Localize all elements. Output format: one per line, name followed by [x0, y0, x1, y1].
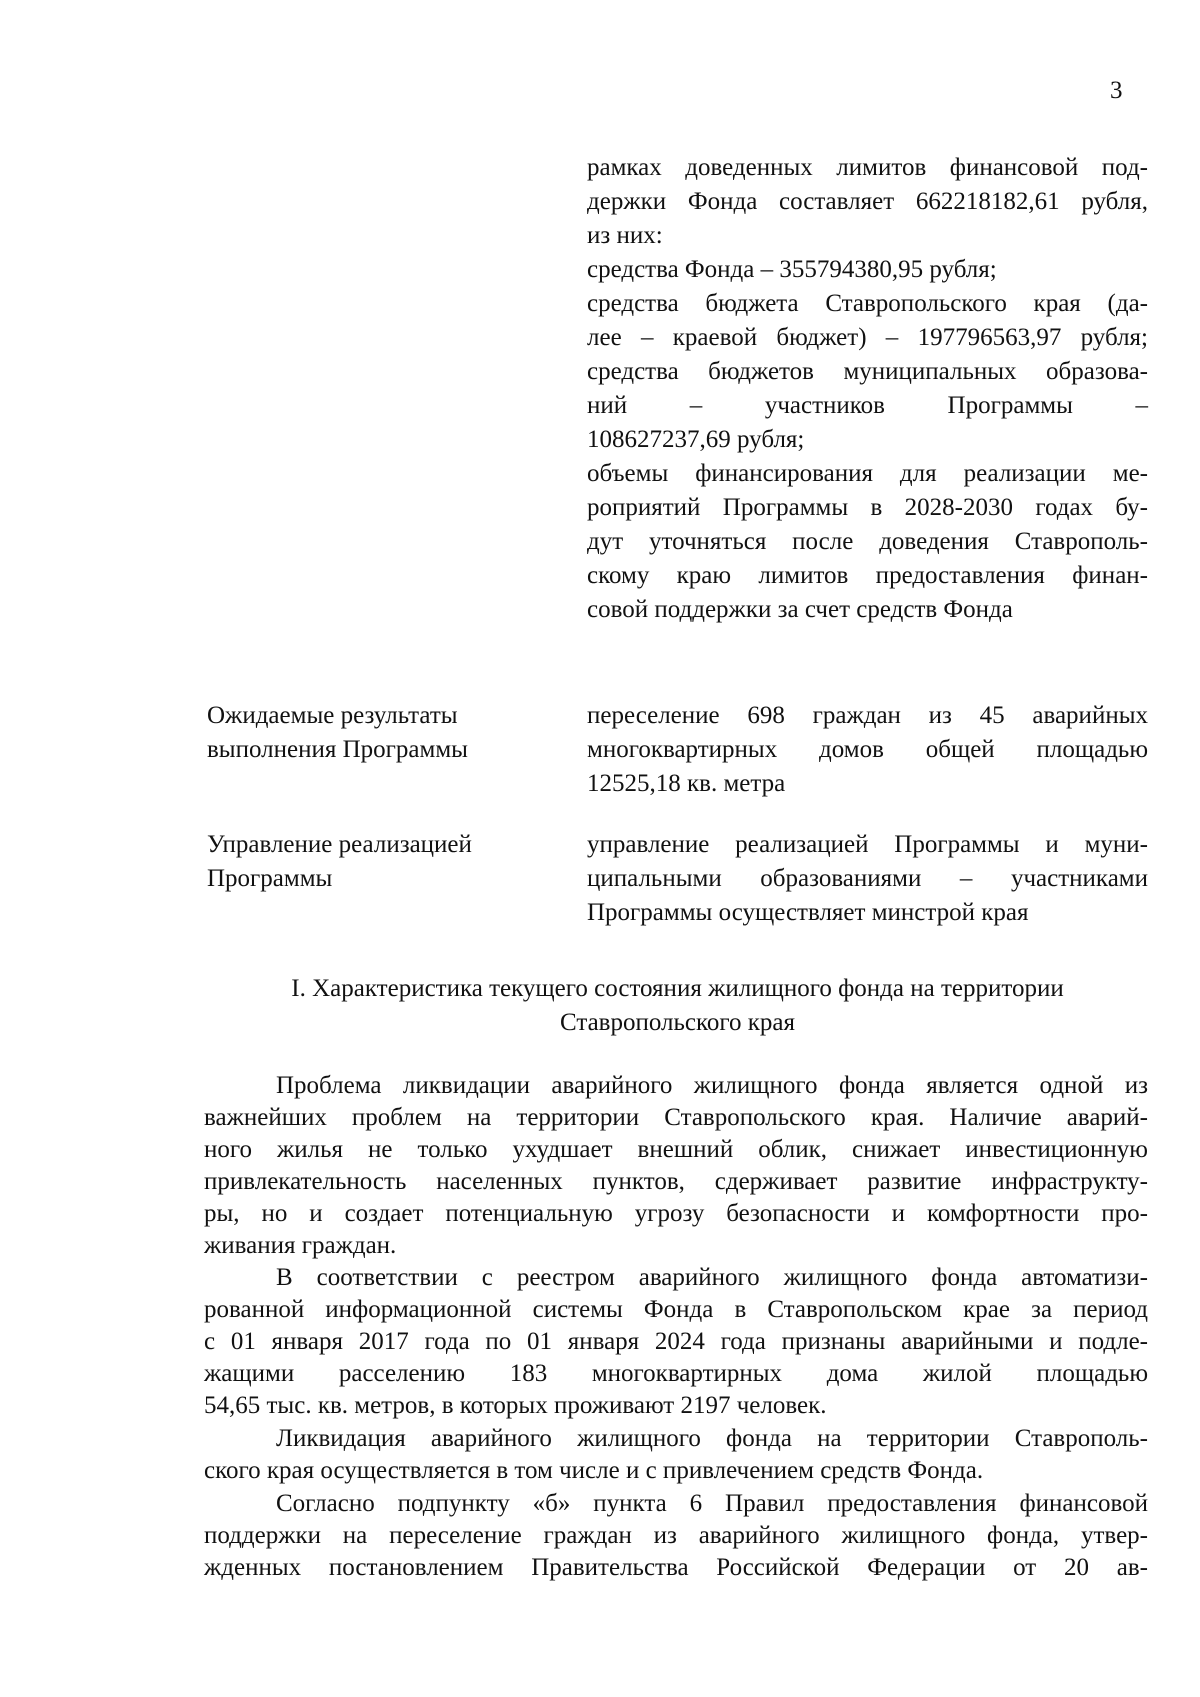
finance-line: держки Фонда составляет 662218182,61 рубля, — [587, 188, 1148, 215]
paragraph-line: жащими расселению 183 многоквартирных дома жилой площадью — [204, 1360, 1148, 1387]
section-heading-line: Ставропольского края — [560, 1009, 795, 1036]
paragraph — [204, 1070, 1148, 1262]
paragraph-line: Ликвидация аварийного жилищного фонда на территории Ставрополь- — [276, 1425, 1148, 1452]
finance-line: рамках доведенных лимитов финансовой под- — [587, 154, 1148, 181]
finance-line: средства бюджета Ставропольского края (да- — [587, 290, 1148, 317]
paragraph — [204, 1262, 1148, 1422]
finance-line: лее – краевой бюджет) – 197796563,97 рубля; — [587, 324, 1148, 351]
paragraph-line: ского края осуществляется в том числе и с привлечением средств Фонда. — [204, 1457, 984, 1484]
management-label-line: Управление реализацией — [207, 831, 472, 858]
paragraph-line: важнейших проблем на территории Ставропольского края. Наличие аварий- — [204, 1104, 1148, 1131]
finance-line: роприятий Программы в 2028-2030 годах бу- — [587, 494, 1148, 521]
paragraph-line: с 01 января 2017 года по 01 января 2024 года признаны аварийными и подле- — [204, 1328, 1148, 1355]
results-label — [207, 699, 537, 767]
finance-line: 108627237,69 рубля; — [587, 426, 805, 453]
management-value-line: Программы осуществляет минстрой края — [587, 899, 1029, 926]
finance-line: средства бюджетов муниципальных образова- — [587, 358, 1148, 385]
management-label-line: Программы — [207, 865, 333, 892]
section-heading — [207, 972, 1148, 1040]
finance-line: скому краю лимитов предоставления финан- — [587, 562, 1148, 589]
results-value-line: многоквартирных домов общей площадью — [587, 736, 1148, 763]
finance-line: совой поддержки за счет средств Фонда — [587, 596, 1013, 623]
paragraph-line: Проблема ликвидации аварийного жилищного фонда является одной из — [276, 1072, 1148, 1099]
results-value — [587, 699, 1148, 801]
section-heading-line: I. Характеристика текущего состояния жилищного фонда на территории — [291, 975, 1064, 1002]
finance-line: ний – участников Программы – — [587, 392, 1148, 419]
paragraph — [204, 1488, 1148, 1584]
paragraph-line: 54,65 тыс. кв. метров, в которых проживают 2197 человек. — [204, 1392, 827, 1419]
results-value-line: переселение 698 граждан из 45 аварийных — [587, 702, 1148, 729]
finance-value — [587, 151, 1148, 627]
paragraph-line: жденных постановлением Правительства Российской Федерации от 20 ав- — [204, 1554, 1148, 1581]
finance-line: из них: — [587, 222, 663, 249]
finance-line: объемы финансирования для реализации ме- — [587, 460, 1148, 487]
paragraph-line: ры, но и создает потенциальную угрозу безопасности и комфортности про- — [204, 1200, 1148, 1227]
management-label — [207, 828, 537, 896]
results-label-line: выполнения Программы — [207, 736, 468, 763]
paragraph-line: поддержки на переселение граждан из аварийного жилищного фонда, утвер- — [204, 1522, 1148, 1549]
paragraph-line: живания граждан. — [204, 1232, 397, 1259]
results-value-line: 12525,18 кв. метра — [587, 770, 786, 797]
management-value-line: управление реализацией Программы и муни- — [587, 831, 1148, 858]
finance-line: дут уточняться после доведения Ставрополь- — [587, 528, 1148, 555]
paragraph-line: привлекательность населенных пунктов, сдерживает развитие инфраструкту- — [204, 1168, 1148, 1195]
paragraph-line: Согласно подпункту «б» пункта 6 Правил предоставления финансовой — [276, 1490, 1148, 1517]
finance-line: средства Фонда – 355794380,95 рубля; — [587, 256, 997, 283]
results-label-line: Ожидаемые результаты — [207, 702, 458, 729]
paragraph-line: рованной информационной системы Фонда в Ставропольском крае за период — [204, 1296, 1148, 1323]
paragraph-line: ного жилья не только ухудшает внешний облик, снижает инвестиционную — [204, 1136, 1148, 1163]
paragraph — [204, 1423, 1148, 1487]
page-number: 3 — [1110, 77, 1123, 104]
management-value — [587, 828, 1148, 930]
management-value-line: ципальными образованиями – участниками — [587, 865, 1148, 892]
paragraph-line: В соответствии с реестром аварийного жилищного фонда автоматизи- — [276, 1264, 1148, 1291]
